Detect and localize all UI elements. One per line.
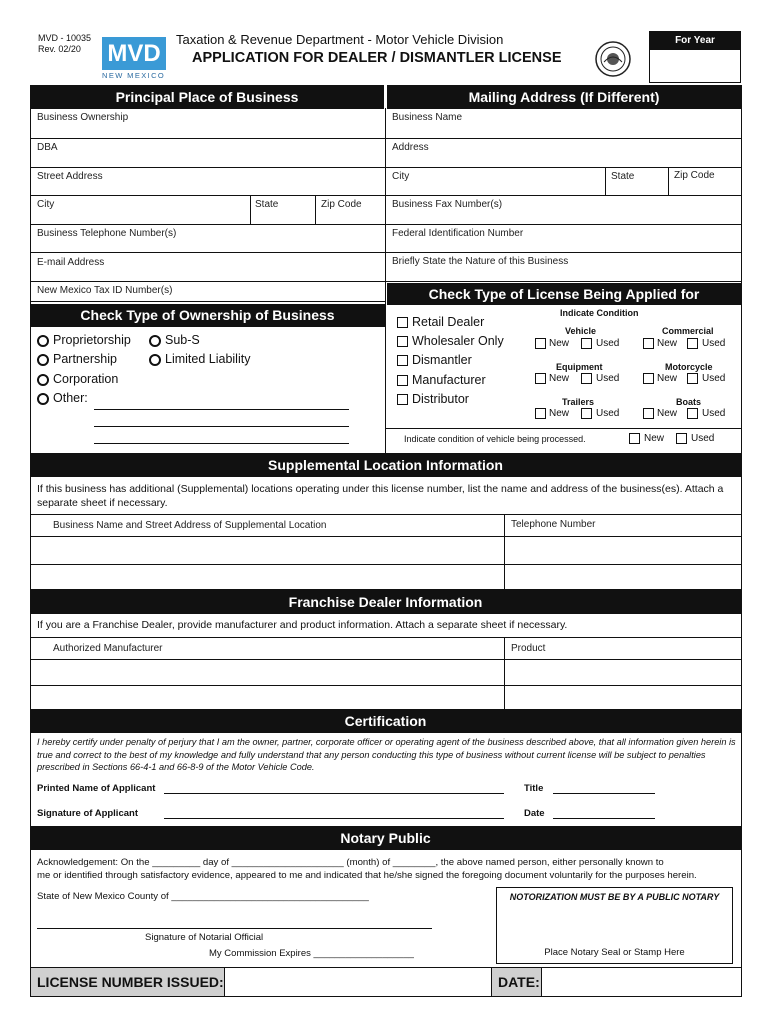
notary-heading: Notary Public (30, 826, 741, 850)
dba-field[interactable]: DBA (37, 142, 58, 153)
zip-code-field[interactable]: Zip Code (321, 199, 362, 210)
notary-signature-line[interactable] (37, 928, 432, 929)
commercial-label: Commercial (662, 326, 714, 336)
corporation-radio[interactable] (37, 374, 49, 386)
franchise-row-2-manufacturer[interactable] (31, 686, 503, 708)
printed-name-line[interactable] (164, 793, 504, 794)
franchise-heading: Franchise Dealer Information (30, 590, 741, 614)
condition-heading: Indicate Condition (560, 308, 639, 318)
proprietorship-label: Proprietorship (53, 333, 131, 347)
mvd-logo: MVD (102, 37, 166, 70)
mailing-heading: Mailing Address (If Different) (387, 85, 741, 109)
certification-text: I hereby certify under penalty of perjury that I am the owner, partner, corporate officer or operating agent of the business described above, that all information given herein is true and correct to the best of my knowledge and fully understand that any person conducting this type of business without current license will be subject to penalties prescribed in Sections 66-4-1 and 66-8-9 of the Motor Vehicle Code. (37, 737, 736, 772)
other-line-1[interactable] (94, 409, 349, 410)
commission-expires: My Commission Expires ___________________ (209, 948, 414, 959)
franchise-row-1-manufacturer[interactable] (31, 660, 503, 684)
motorcycle-label: Motorcycle (665, 362, 713, 372)
supplemental-row-1-phone[interactable] (505, 537, 740, 563)
equipment-used-checkbox[interactable] (581, 373, 592, 384)
sub-s-radio[interactable] (149, 335, 161, 347)
vehicle-new-checkbox[interactable] (535, 338, 546, 349)
other-line-3[interactable] (94, 443, 349, 444)
partnership-label: Partnership (53, 352, 117, 366)
mailing-zip-field[interactable]: Zip Code (674, 170, 715, 181)
printed-name-label: Printed Name of Applicant (37, 783, 156, 794)
motorcycle-new-checkbox[interactable] (643, 373, 654, 384)
franchise-instructions: If you are a Franchise Dealer, provide manufacturer and product information. Attach a separate sheet if necessary. (37, 619, 568, 631)
boats-new-checkbox[interactable] (643, 408, 654, 419)
wholesaler-label: Wholesaler Only (412, 334, 504, 348)
motorcycle-used-label: Used (702, 373, 726, 384)
equipment-used-label: Used (596, 373, 620, 384)
retail-dealer-checkbox[interactable] (397, 317, 408, 328)
other-line-2[interactable] (94, 426, 349, 427)
boats-label: Boats (676, 397, 702, 407)
form-title: APPLICATION FOR DEALER / DISMANTLER LICENSE (192, 50, 562, 66)
manufacturer-label: Manufacturer (412, 373, 486, 387)
department-name: Taxation & Revenue Department - Motor Vehicle Division (176, 32, 504, 47)
trailers-used-checkbox[interactable] (581, 408, 592, 419)
license-heading: Check Type of License Being Applied for (387, 283, 741, 305)
commercial-used-label: Used (702, 338, 726, 349)
form-code: MVD - 10035 (38, 33, 92, 43)
retail-dealer-label: Retail Dealer (412, 315, 485, 329)
motorcycle-used-checkbox[interactable] (687, 373, 698, 384)
supplemental-row-1-name[interactable] (31, 537, 503, 563)
tax-id-field[interactable]: New Mexico Tax ID Number(s) (37, 285, 173, 296)
notary-ack-line-1: Acknowledgement: On the _________ day of _____________________ (month) of ________, the above named person, either personally known to (37, 857, 664, 868)
title-label: Title (524, 783, 544, 794)
footer-date-label: DATE: (492, 968, 541, 996)
dismantler-label: Dismantler (412, 353, 472, 367)
vehicle-used-label: Used (596, 338, 620, 349)
commercial-new-label: New (657, 338, 678, 349)
supplemental-name-column: Business Name and Street Address of Supplemental Location (53, 520, 327, 531)
business-ownership-field[interactable]: Business Ownership (37, 112, 129, 123)
processed-used-checkbox[interactable] (676, 433, 687, 444)
logo-subtitle: NEW MEXICO (102, 71, 166, 80)
business-telephone-field[interactable]: Business Telephone Number(s) (37, 228, 177, 239)
business-name-field[interactable]: Business Name (392, 112, 463, 123)
trailers-new-checkbox[interactable] (535, 408, 546, 419)
partnership-radio[interactable] (37, 354, 49, 366)
city-field[interactable]: City (37, 199, 55, 210)
license-number-field[interactable] (225, 968, 491, 996)
manufacturer-column: Authorized Manufacturer (53, 643, 163, 654)
vehicle-new-label: New (549, 338, 570, 349)
other-radio[interactable] (37, 393, 49, 405)
mailing-state-field[interactable]: State (611, 171, 635, 182)
for-year-label: For Year (650, 32, 740, 50)
state-field[interactable]: State (255, 199, 279, 210)
franchise-row-2-product[interactable] (505, 686, 740, 708)
business-fax-field[interactable]: Business Fax Number(s) (392, 199, 503, 210)
notary-seal-box (496, 887, 733, 964)
supplemental-row-2-phone[interactable] (505, 565, 740, 588)
notary-seal-label: Place Notary Seal or Stamp Here (544, 947, 685, 958)
notary-notice: NOTORIZATION MUST BE BY A PUBLIC NOTARY (509, 892, 720, 902)
license-number-label: LICENSE NUMBER ISSUED: (31, 968, 224, 996)
equipment-new-checkbox[interactable] (535, 373, 546, 384)
boats-used-checkbox[interactable] (687, 408, 698, 419)
form-revision: Rev. 02/20 (38, 44, 81, 54)
certification-heading: Certification (30, 709, 741, 733)
title-line[interactable] (553, 793, 655, 794)
sub-s-label: Sub-S (165, 333, 200, 347)
other-label: Other: (53, 391, 88, 405)
wholesaler-checkbox[interactable] (397, 336, 408, 347)
trailers-label: Trailers (562, 397, 595, 407)
business-nature-field[interactable]: Briefly State the Nature of this Business (392, 256, 569, 267)
franchise-row-1-product[interactable] (505, 660, 740, 684)
vehicle-label: Vehicle (565, 326, 597, 336)
signature-label: Signature of Applicant (37, 808, 138, 819)
supplemental-heading: Supplemental Location Information (30, 453, 741, 477)
commercial-new-checkbox[interactable] (643, 338, 654, 349)
corporation-label: Corporation (53, 372, 119, 386)
street-address-field[interactable]: Street Address (37, 171, 103, 182)
notary-ack-line-2: me or identified through satisfactory evidence, appeared to me and indicated that he/she signed the foregoing document voluntarily for the purposes herein. (37, 870, 697, 881)
boats-new-label: New (657, 408, 678, 419)
processed-condition-label: Indicate condition of vehicle being processed. (404, 434, 586, 444)
motorcycle-new-label: New (657, 373, 678, 384)
limited-liability-radio[interactable] (149, 354, 161, 366)
date-label: Date (524, 808, 545, 819)
vehicle-used-checkbox[interactable] (581, 338, 592, 349)
distributor-checkbox[interactable] (397, 394, 408, 405)
supplemental-instructions: If this business has additional (Supplemental) locations operating under this license number, list the name and address of the business(es). Attach a separate sheet if necessary. (37, 483, 724, 509)
processed-new-checkbox[interactable] (629, 433, 640, 444)
notary-signature-label: Signature of Notarial Official (145, 932, 264, 943)
principal-heading: Principal Place of Business (30, 85, 384, 109)
footer-date-field[interactable] (542, 968, 740, 996)
boats-used-label: Used (702, 408, 726, 419)
supplemental-row-2-name[interactable] (31, 565, 503, 588)
date-line[interactable] (553, 818, 655, 819)
for-year-box[interactable] (649, 31, 741, 83)
limited-liability-label: Limited Liability (165, 352, 251, 366)
signature-line[interactable] (164, 818, 504, 819)
distributor-label: Distributor (412, 392, 469, 406)
mailing-city-field[interactable]: City (392, 171, 410, 182)
trailers-new-label: New (549, 408, 570, 419)
state-seal-icon (594, 40, 632, 83)
equipment-label: Equipment (556, 362, 603, 372)
processed-new-label: New (644, 433, 665, 444)
commercial-used-checkbox[interactable] (687, 338, 698, 349)
notary-county: State of New Mexico County of _____________________________________ (37, 891, 369, 902)
dismantler-checkbox[interactable] (397, 355, 408, 366)
ownership-heading: Check Type of Ownership of Business (30, 304, 385, 327)
product-column: Product (511, 643, 546, 654)
mailing-address-field[interactable]: Address (392, 142, 429, 153)
trailers-used-label: Used (596, 408, 620, 419)
proprietorship-radio[interactable] (37, 335, 49, 347)
supplemental-phone-column: Telephone Number (511, 519, 596, 530)
processed-used-label: Used (691, 433, 715, 444)
email-address-field[interactable]: E-mail Address (37, 257, 105, 268)
manufacturer-checkbox[interactable] (397, 375, 408, 386)
federal-id-field[interactable]: Federal Identification Number (392, 228, 524, 239)
equipment-new-label: New (549, 373, 570, 384)
